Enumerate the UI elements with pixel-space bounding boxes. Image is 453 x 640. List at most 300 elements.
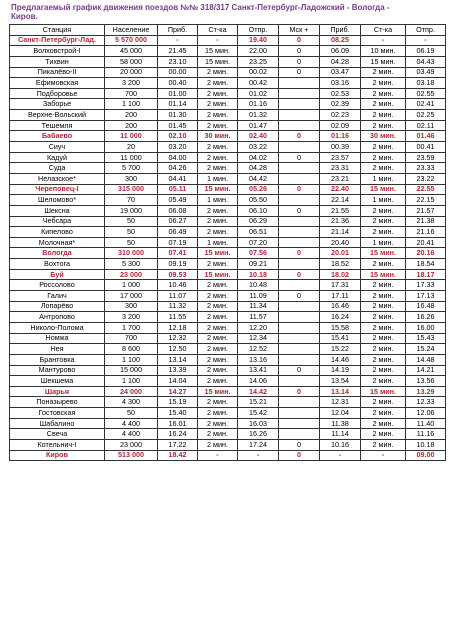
- cell-return-departure: 00.41: [406, 142, 446, 153]
- cell-stop: 15 мин.: [198, 386, 238, 397]
- cell-msk-offset: 0: [279, 56, 320, 67]
- table-row: [10, 142, 446, 153]
- cell-arrival: -: [158, 35, 198, 46]
- title-line-1: Предлагаемый график движения поездов №№ 318/317 Санкт-Петербург-Ладожский - Вологда -: [11, 3, 390, 12]
- table-row: [10, 397, 446, 408]
- table-row: [10, 110, 446, 121]
- table-row: [10, 163, 446, 174]
- cell-return-stop: 2 мин.: [361, 344, 406, 355]
- cell-return-arrival: 11.14: [320, 429, 361, 440]
- cell-msk-offset: [279, 344, 320, 355]
- cell-arrival: 13.14: [158, 354, 198, 365]
- cell-departure: 04.42: [238, 173, 279, 184]
- cell-population: 200: [105, 120, 158, 131]
- cell-station: Молочная*: [10, 237, 105, 248]
- cell-arrival: 17.22: [158, 439, 198, 450]
- cell-msk-offset: [279, 78, 320, 89]
- cell-station: Подборовье: [10, 88, 105, 99]
- cell-return-stop: 2 мин.: [361, 67, 406, 78]
- cell-arrival: 06.08: [158, 205, 198, 216]
- cell-return-stop: 2 мин.: [361, 152, 406, 163]
- table-row: [10, 312, 446, 323]
- cell-return-arrival: 15.22: [320, 344, 361, 355]
- table-row: [10, 259, 446, 270]
- table-row: [10, 376, 446, 387]
- cell-return-arrival: 22.14: [320, 195, 361, 206]
- cell-arrival: 15.40: [158, 408, 198, 419]
- cell-return-arrival: 21.36: [320, 216, 361, 227]
- cell-return-stop: 15 мин.: [361, 184, 406, 195]
- cell-arrival: 00.40: [158, 78, 198, 89]
- cell-msk-offset: [279, 259, 320, 270]
- cell-population: 11 000: [105, 152, 158, 163]
- cell-return-departure: 14.21: [406, 365, 446, 376]
- cell-station: Верхне-Вольский: [10, 110, 105, 121]
- cell-station: Ефимовская: [10, 78, 105, 89]
- cell-return-arrival: 17.11: [320, 291, 361, 302]
- cell-return-arrival: 21.55: [320, 205, 361, 216]
- cell-return-arrival: 00.39: [320, 142, 361, 153]
- cell-return-arrival: 14.19: [320, 365, 361, 376]
- cell-station: Тешемля: [10, 120, 105, 131]
- table-row: [10, 365, 446, 376]
- cell-stop: 2 мин.: [198, 344, 238, 355]
- cell-arrival: 10.46: [158, 280, 198, 291]
- cell-departure: 14.42: [238, 386, 279, 397]
- cell-station: Буй: [10, 269, 105, 280]
- cell-return-arrival: 03.16: [320, 78, 361, 89]
- cell-arrival: 09.19: [158, 259, 198, 270]
- document-title: [11, 3, 445, 21]
- cell-arrival: 15.19: [158, 397, 198, 408]
- cell-msk-offset: 0: [279, 67, 320, 78]
- cell-arrival: 18.42: [158, 450, 198, 461]
- cell-population: 70: [105, 195, 158, 206]
- table-row: [10, 237, 446, 248]
- cell-return-departure: 02.41: [406, 99, 446, 110]
- header-arrival: Приб.: [158, 25, 198, 36]
- cell-return-departure: 23.59: [406, 152, 446, 163]
- cell-departure: -: [238, 450, 279, 461]
- cell-station: Нея: [10, 344, 105, 355]
- cell-departure: 16.26: [238, 429, 279, 440]
- table-header-row: [10, 25, 446, 36]
- table-row: [10, 322, 446, 333]
- cell-return-arrival: 11.38: [320, 418, 361, 429]
- cell-return-departure: 03.49: [406, 67, 446, 78]
- cell-departure: 23.25: [238, 56, 279, 67]
- cell-msk-offset: [279, 354, 320, 365]
- cell-stop: 2 мин.: [198, 301, 238, 312]
- cell-stop: 2 мин.: [198, 429, 238, 440]
- cell-arrival: 03.20: [158, 142, 198, 153]
- cell-return-stop: 2 мин.: [361, 78, 406, 89]
- cell-station: Кипелово: [10, 227, 105, 238]
- cell-station: Суда: [10, 163, 105, 174]
- cell-station: Шекшема: [10, 376, 105, 387]
- cell-return-stop: 15 мин.: [361, 269, 406, 280]
- cell-return-departure: 14.48: [406, 354, 446, 365]
- cell-return-stop: 2 мин.: [361, 88, 406, 99]
- cell-departure: 00.42: [238, 78, 279, 89]
- cell-arrival: 06.49: [158, 227, 198, 238]
- cell-return-stop: 15 мин.: [361, 386, 406, 397]
- cell-msk-offset: 0: [279, 386, 320, 397]
- cell-return-arrival: -: [320, 450, 361, 461]
- cell-departure: 04.02: [238, 152, 279, 163]
- table-row: [10, 88, 446, 99]
- cell-arrival: 00.00: [158, 67, 198, 78]
- table-row: [10, 450, 446, 461]
- cell-arrival: 12.50: [158, 344, 198, 355]
- cell-msk-offset: 0: [279, 184, 320, 195]
- table-row: [10, 269, 446, 280]
- cell-return-stop: 15 мин.: [361, 56, 406, 67]
- cell-msk-offset: [279, 120, 320, 131]
- cell-population: 50: [105, 227, 158, 238]
- cell-stop: 2 мин.: [198, 365, 238, 376]
- cell-stop: 2 мин.: [198, 312, 238, 323]
- cell-return-arrival: 15.58: [320, 322, 361, 333]
- cell-population: 3 200: [105, 78, 158, 89]
- cell-msk-offset: 0: [279, 269, 320, 280]
- cell-msk-offset: [279, 280, 320, 291]
- cell-stop: 2 мин.: [198, 67, 238, 78]
- cell-arrival: 11.32: [158, 301, 198, 312]
- table-row: [10, 35, 446, 46]
- cell-population: 5 700: [105, 163, 158, 174]
- cell-population: 1 100: [105, 376, 158, 387]
- cell-msk-offset: 0: [279, 439, 320, 450]
- cell-population: 15 000: [105, 365, 158, 376]
- cell-msk-offset: [279, 418, 320, 429]
- cell-departure: 05.26: [238, 184, 279, 195]
- cell-departure: 01.02: [238, 88, 279, 99]
- cell-return-arrival: 02.39: [320, 99, 361, 110]
- cell-return-stop: 30 мин.: [361, 131, 406, 142]
- cell-msk-offset: [279, 173, 320, 184]
- cell-departure: 05.50: [238, 195, 279, 206]
- table-row: [10, 67, 446, 78]
- cell-population: 200: [105, 110, 158, 121]
- cell-departure: 07.20: [238, 237, 279, 248]
- cell-return-stop: 2 мин.: [361, 205, 406, 216]
- table-row: [10, 56, 446, 67]
- cell-station: Чебсара: [10, 216, 105, 227]
- cell-return-stop: 1 мин.: [361, 237, 406, 248]
- cell-msk-offset: 0: [279, 450, 320, 461]
- cell-arrival: 07.19: [158, 237, 198, 248]
- cell-population: 4 400: [105, 429, 158, 440]
- cell-stop: 2 мин.: [198, 280, 238, 291]
- cell-stop: 1 мин.: [198, 173, 238, 184]
- cell-return-arrival: 20.01: [320, 248, 361, 259]
- cell-population: 20: [105, 142, 158, 153]
- table-row: [10, 344, 446, 355]
- cell-return-arrival: 02.09: [320, 120, 361, 131]
- cell-departure: 14.06: [238, 376, 279, 387]
- cell-station: Поназырево: [10, 397, 105, 408]
- cell-arrival: 21.45: [158, 46, 198, 57]
- cell-station: Номжа: [10, 333, 105, 344]
- cell-return-stop: -: [361, 450, 406, 461]
- cell-station: Гостовская: [10, 408, 105, 419]
- title-line-2: Киров.: [11, 12, 38, 21]
- table-row: [10, 280, 446, 291]
- cell-station: Кадуй: [10, 152, 105, 163]
- cell-population: 300: [105, 173, 158, 184]
- cell-return-stop: -: [361, 35, 406, 46]
- cell-population: 23 000: [105, 269, 158, 280]
- cell-stop: 1 мин.: [198, 195, 238, 206]
- cell-population: 17 000: [105, 291, 158, 302]
- cell-msk-offset: [279, 163, 320, 174]
- cell-arrival: 12.32: [158, 333, 198, 344]
- cell-departure: 17.24: [238, 439, 279, 450]
- header-population: Население: [105, 25, 158, 36]
- cell-return-arrival: 08.25: [320, 35, 361, 46]
- cell-station: Киров: [10, 450, 105, 461]
- cell-msk-offset: [279, 216, 320, 227]
- table-row: [10, 429, 446, 440]
- table-row: [10, 248, 446, 259]
- cell-departure: 15.21: [238, 397, 279, 408]
- cell-return-departure: 11.40: [406, 418, 446, 429]
- cell-return-departure: 21.16: [406, 227, 446, 238]
- cell-return-departure: 21.57: [406, 205, 446, 216]
- cell-station: Россолово: [10, 280, 105, 291]
- cell-stop: 2 мин.: [198, 259, 238, 270]
- cell-station: Котельнич-I: [10, 439, 105, 450]
- cell-return-departure: 03.18: [406, 78, 446, 89]
- cell-departure: 12.20: [238, 322, 279, 333]
- table-row: [10, 386, 446, 397]
- cell-stop: 15 мин.: [198, 56, 238, 67]
- cell-return-departure: 13.56: [406, 376, 446, 387]
- cell-station: Антропово: [10, 312, 105, 323]
- table-row: [10, 173, 446, 184]
- cell-stop: 2 мин.: [198, 333, 238, 344]
- cell-stop: 2 мин.: [198, 120, 238, 131]
- cell-population: 23 000: [105, 439, 158, 450]
- table-row: [10, 301, 446, 312]
- cell-return-departure: 16.48: [406, 301, 446, 312]
- cell-departure: 22.00: [238, 46, 279, 57]
- cell-return-stop: 2 мин.: [361, 163, 406, 174]
- cell-arrival: 04.00: [158, 152, 198, 163]
- cell-msk-offset: [279, 397, 320, 408]
- cell-return-arrival: 12.04: [320, 408, 361, 419]
- cell-return-departure: 17.33: [406, 280, 446, 291]
- cell-return-departure: 12.06: [406, 408, 446, 419]
- cell-return-arrival: 21.14: [320, 227, 361, 238]
- cell-msk-offset: [279, 237, 320, 248]
- cell-arrival: 14.27: [158, 386, 198, 397]
- cell-return-stop: 2 мин.: [361, 408, 406, 419]
- header-return-stop: Ст-ка: [361, 25, 406, 36]
- cell-stop: 2 мин.: [198, 205, 238, 216]
- header-msk-offset: Мск +: [279, 25, 320, 36]
- cell-stop: 2 мин.: [198, 439, 238, 450]
- cell-stop: 1 мин.: [198, 237, 238, 248]
- cell-arrival: 11.07: [158, 291, 198, 302]
- cell-population: 3 200: [105, 312, 158, 323]
- cell-return-departure: 11.16: [406, 429, 446, 440]
- cell-return-arrival: 13.54: [320, 376, 361, 387]
- cell-msk-offset: [279, 99, 320, 110]
- cell-stop: 2 мин.: [198, 78, 238, 89]
- cell-return-stop: 2 мин.: [361, 110, 406, 121]
- cell-return-departure: 01.46: [406, 131, 446, 142]
- cell-departure: 07.56: [238, 248, 279, 259]
- cell-departure: 04.28: [238, 163, 279, 174]
- cell-population: 700: [105, 88, 158, 99]
- cell-msk-offset: [279, 301, 320, 312]
- cell-return-arrival: 17.31: [320, 280, 361, 291]
- cell-departure: 00.02: [238, 67, 279, 78]
- cell-population: 50: [105, 237, 158, 248]
- table-row: [10, 205, 446, 216]
- cell-msk-offset: [279, 142, 320, 153]
- cell-station: Сиуч: [10, 142, 105, 153]
- cell-return-arrival: 04.28: [320, 56, 361, 67]
- cell-return-departure: 22.55: [406, 184, 446, 195]
- cell-stop: 30 мин.: [198, 131, 238, 142]
- cell-departure: 10.48: [238, 280, 279, 291]
- cell-population: 1 100: [105, 99, 158, 110]
- table-row: [10, 354, 446, 365]
- cell-msk-offset: [279, 376, 320, 387]
- cell-return-stop: 2 мин.: [361, 291, 406, 302]
- cell-return-arrival: 13.14: [320, 386, 361, 397]
- cell-population: 4 300: [105, 397, 158, 408]
- cell-stop: 2 мин.: [198, 142, 238, 153]
- cell-return-departure: 02.11: [406, 120, 446, 131]
- cell-station: Бабаево: [10, 131, 105, 142]
- cell-return-stop: 15 мин.: [361, 248, 406, 259]
- cell-station: Вохтога: [10, 259, 105, 270]
- cell-station: Лопарёво: [10, 301, 105, 312]
- cell-arrival: 11.55: [158, 312, 198, 323]
- cell-departure: 06.29: [238, 216, 279, 227]
- cell-return-stop: 2 мин.: [361, 365, 406, 376]
- cell-return-arrival: 02.23: [320, 110, 361, 121]
- table-row: [10, 216, 446, 227]
- cell-population: 50: [105, 408, 158, 419]
- cell-return-departure: 09.00: [406, 450, 446, 461]
- cell-return-arrival: 15.41: [320, 333, 361, 344]
- cell-return-departure: -: [406, 35, 446, 46]
- cell-return-arrival: 02.53: [320, 88, 361, 99]
- cell-arrival: 16.24: [158, 429, 198, 440]
- cell-arrival: 23.10: [158, 56, 198, 67]
- cell-population: 5 570 000: [105, 35, 158, 46]
- cell-return-departure: 16.00: [406, 322, 446, 333]
- cell-return-departure: 23.33: [406, 163, 446, 174]
- cell-population: 1 100: [105, 354, 158, 365]
- cell-return-departure: 18.54: [406, 259, 446, 270]
- header-stop: Ст-ка: [198, 25, 238, 36]
- cell-arrival: 01.30: [158, 110, 198, 121]
- cell-return-arrival: 22.40: [320, 184, 361, 195]
- cell-arrival: 04.41: [158, 173, 198, 184]
- cell-departure: 06.10: [238, 205, 279, 216]
- cell-return-departure: 16.26: [406, 312, 446, 323]
- cell-return-departure: 15.24: [406, 344, 446, 355]
- cell-return-arrival: 14.46: [320, 354, 361, 365]
- cell-return-stop: 1 мин.: [361, 195, 406, 206]
- cell-station: Галич: [10, 291, 105, 302]
- cell-arrival: 02.10: [158, 131, 198, 142]
- cell-arrival: 06.27: [158, 216, 198, 227]
- cell-departure: 13.41: [238, 365, 279, 376]
- table-row: [10, 291, 446, 302]
- cell-stop: 2 мин.: [198, 227, 238, 238]
- cell-departure: 01.47: [238, 120, 279, 131]
- cell-msk-offset: [279, 429, 320, 440]
- cell-return-arrival: 23.31: [320, 163, 361, 174]
- cell-population: 700: [105, 333, 158, 344]
- cell-return-arrival: 12.31: [320, 397, 361, 408]
- cell-return-arrival: 16.24: [320, 312, 361, 323]
- cell-stop: 2 мин.: [198, 99, 238, 110]
- cell-msk-offset: [279, 408, 320, 419]
- cell-stop: 2 мин.: [198, 110, 238, 121]
- cell-return-departure: 02.55: [406, 88, 446, 99]
- cell-arrival: 01.00: [158, 88, 198, 99]
- cell-arrival: 01.45: [158, 120, 198, 131]
- cell-return-arrival: 23.21: [320, 173, 361, 184]
- cell-departure: 11.34: [238, 301, 279, 312]
- cell-arrival: 05.11: [158, 184, 198, 195]
- cell-station: Нелазское*: [10, 173, 105, 184]
- table-row: [10, 408, 446, 419]
- cell-population: 58 000: [105, 56, 158, 67]
- cell-return-stop: 2 мин.: [361, 439, 406, 450]
- cell-station: Тихвин: [10, 56, 105, 67]
- cell-station: Свеча: [10, 429, 105, 440]
- cell-population: 5 300: [105, 259, 158, 270]
- cell-population: 1 000: [105, 280, 158, 291]
- cell-return-departure: 02.25: [406, 110, 446, 121]
- table-row: [10, 120, 446, 131]
- cell-population: 310 000: [105, 248, 158, 259]
- table-row: [10, 333, 446, 344]
- cell-stop: 2 мин.: [198, 291, 238, 302]
- cell-population: 300: [105, 301, 158, 312]
- cell-return-departure: 18.17: [406, 269, 446, 280]
- cell-station: Санкт-Петербург-Лад.: [10, 35, 105, 46]
- cell-arrival: 04.26: [158, 163, 198, 174]
- cell-msk-offset: [279, 333, 320, 344]
- cell-arrival: 14.04: [158, 376, 198, 387]
- cell-return-arrival: 01.16: [320, 131, 361, 142]
- cell-return-arrival: 18.52: [320, 259, 361, 270]
- cell-population: 315 000: [105, 184, 158, 195]
- cell-return-departure: 23.22: [406, 173, 446, 184]
- cell-departure: 10.18: [238, 269, 279, 280]
- cell-population: 50: [105, 216, 158, 227]
- cell-arrival: 12.18: [158, 322, 198, 333]
- cell-return-departure: 15.43: [406, 333, 446, 344]
- cell-stop: -: [198, 450, 238, 461]
- cell-return-stop: 2 мин.: [361, 120, 406, 131]
- cell-population: 24 000: [105, 386, 158, 397]
- cell-stop: 2 мин.: [198, 152, 238, 163]
- cell-station: Шарья: [10, 386, 105, 397]
- cell-return-stop: 2 мин.: [361, 216, 406, 227]
- cell-return-stop: 2 мин.: [361, 333, 406, 344]
